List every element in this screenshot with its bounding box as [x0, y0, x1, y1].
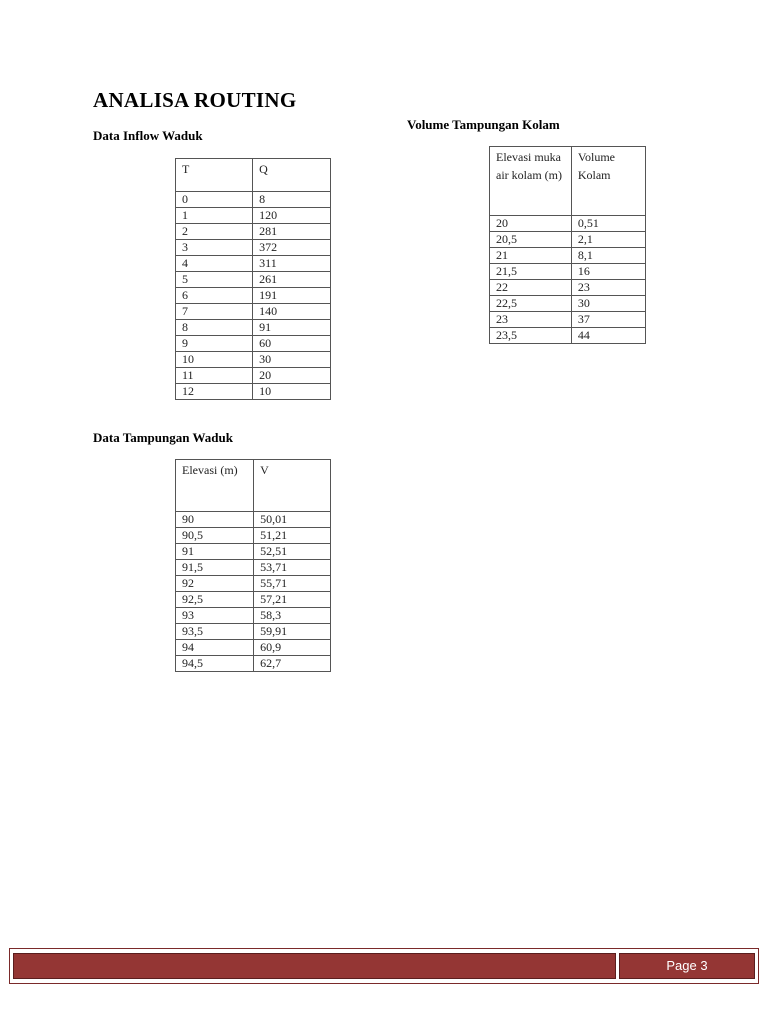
page-footer: [9, 948, 759, 984]
table-row: [176, 512, 331, 528]
table-cell: 22: [490, 280, 572, 296]
tampungan-heading: Data Tampungan Waduk: [93, 430, 233, 445]
table-cell: 23,5: [490, 328, 572, 344]
inflow-table: [175, 158, 331, 400]
table-cell: 92: [176, 576, 254, 592]
table-cell: 0: [176, 192, 253, 208]
table-cell: 94,5: [176, 656, 254, 672]
table-cell: 58,3: [254, 608, 331, 624]
table-cell: 5: [176, 272, 253, 288]
table-cell: 8,1: [571, 248, 645, 264]
table-row: [176, 272, 331, 288]
table-cell: 30: [571, 296, 645, 312]
table-cell: 2,1: [571, 232, 645, 248]
table-cell: 59,91: [254, 624, 331, 640]
table-cell: 60,9: [254, 640, 331, 656]
table-cell: 6: [176, 288, 253, 304]
table-cell: 91,5: [176, 560, 254, 576]
table-cell: 281: [253, 224, 331, 240]
table-row: [176, 288, 331, 304]
table-row: [176, 624, 331, 640]
table-row: [176, 592, 331, 608]
table-row: [490, 248, 646, 264]
table-cell: 372: [253, 240, 331, 256]
table-cell: 93: [176, 608, 254, 624]
table-cell: 8: [253, 192, 331, 208]
table-row: [176, 256, 331, 272]
table-row: [176, 544, 331, 560]
table-cell: 91: [253, 320, 331, 336]
table-row: [176, 384, 331, 400]
table-row: [176, 640, 331, 656]
kolam-heading: Volume Tampungan Kolam: [407, 117, 560, 132]
table-cell: 60: [253, 336, 331, 352]
table-cell: 23: [490, 312, 572, 328]
column-header-t: T: [176, 159, 253, 192]
table-cell: 57,21: [254, 592, 331, 608]
column-header-v: V: [254, 460, 331, 512]
table-cell: 52,51: [254, 544, 331, 560]
table-cell: 90: [176, 512, 254, 528]
column-header-elevasi-muka-air: Elevasi muka air kolam (m): [490, 147, 572, 216]
table-row: [176, 368, 331, 384]
column-header-volume-kolam: Volume Kolam: [571, 147, 645, 216]
table-cell: 44: [571, 328, 645, 344]
table-cell: 1: [176, 208, 253, 224]
table-cell: 51,21: [254, 528, 331, 544]
table-row: [176, 208, 331, 224]
table-cell: 62,7: [254, 656, 331, 672]
table-cell: 37: [571, 312, 645, 328]
table-cell: 10: [176, 352, 253, 368]
table-cell: 140: [253, 304, 331, 320]
table-cell: 8: [176, 320, 253, 336]
table-cell: 9: [176, 336, 253, 352]
table-cell: 10: [253, 384, 331, 400]
table-cell: 120: [253, 208, 331, 224]
table-cell: 92,5: [176, 592, 254, 608]
table-row: [490, 232, 646, 248]
page-number: Page 3: [619, 953, 755, 979]
table-cell: 23: [571, 280, 645, 296]
table-cell: 55,71: [254, 576, 331, 592]
table-cell: 16: [571, 264, 645, 280]
table-cell: 93,5: [176, 624, 254, 640]
table-cell: 0,51: [571, 216, 645, 232]
table-cell: 20: [253, 368, 331, 384]
table-cell: 12: [176, 384, 253, 400]
table-cell: 22,5: [490, 296, 572, 312]
table-row: [176, 560, 331, 576]
table-row: [490, 216, 646, 232]
table-row: [176, 608, 331, 624]
table-cell: 20,5: [490, 232, 572, 248]
table-cell: 30: [253, 352, 331, 368]
table-row: [176, 224, 331, 240]
table-row: [176, 304, 331, 320]
table-cell: 21: [490, 248, 572, 264]
table-cell: 53,71: [254, 560, 331, 576]
table-cell: 50,01: [254, 512, 331, 528]
table-cell: 311: [253, 256, 331, 272]
table-row: [176, 320, 331, 336]
page-title: ANALISA ROUTING: [93, 88, 297, 112]
footer-bar: [13, 953, 616, 979]
table-row: [490, 296, 646, 312]
table-cell: 20: [490, 216, 572, 232]
table-cell: 3: [176, 240, 253, 256]
column-header-q: Q: [253, 159, 331, 192]
kolam-table: [489, 146, 646, 344]
table-row: [490, 280, 646, 296]
table-cell: 91: [176, 544, 254, 560]
column-header-elevasi: Elevasi (m): [176, 460, 254, 512]
table-cell: 2: [176, 224, 253, 240]
table-row: [490, 264, 646, 280]
table-cell: 11: [176, 368, 253, 384]
table-cell: 7: [176, 304, 253, 320]
inflow-heading: Data Inflow Waduk: [93, 128, 203, 143]
table-row: [176, 576, 331, 592]
table-header-row: [176, 159, 331, 192]
table-row: [490, 328, 646, 344]
table-header-row: [176, 460, 331, 512]
table-row: [176, 192, 331, 208]
table-row: [176, 352, 331, 368]
table-cell: 21,5: [490, 264, 572, 280]
table-cell: 4: [176, 256, 253, 272]
table-row: [490, 312, 646, 328]
table-cell: 94: [176, 640, 254, 656]
table-header-row: [490, 147, 646, 216]
table-row: [176, 528, 331, 544]
table-row: [176, 656, 331, 672]
table-row: [176, 336, 331, 352]
tampungan-table: [175, 459, 331, 672]
table-cell: 90,5: [176, 528, 254, 544]
table-cell: 261: [253, 272, 331, 288]
table-row: [176, 240, 331, 256]
table-cell: 191: [253, 288, 331, 304]
